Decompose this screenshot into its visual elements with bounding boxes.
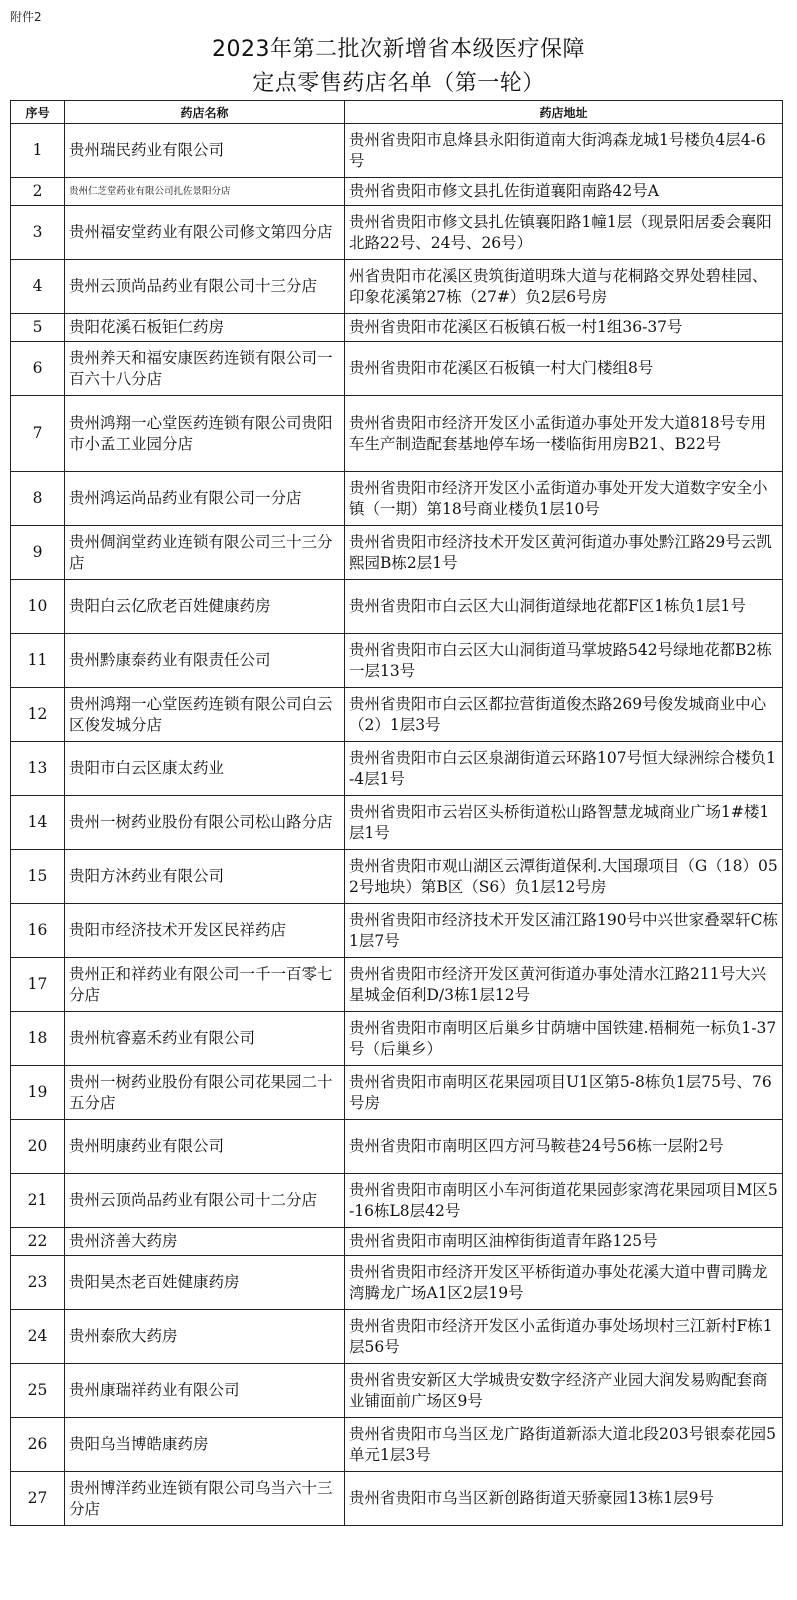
row-no: 7 xyxy=(11,396,65,472)
pharmacy-name: 贵州黔康泰药业有限责任公司 xyxy=(65,634,345,688)
pharmacy-name: 贵州博洋药业连锁有限公司乌当六十三分店 xyxy=(65,1472,345,1526)
pharmacy-name: 贵阳乌当博皓康药房 xyxy=(65,1418,345,1472)
pharmacy-name: 贵州鸿运尚品药业有限公司一分店 xyxy=(65,472,345,526)
table-row xyxy=(11,342,783,396)
table-row xyxy=(11,1418,783,1472)
attachment-label: 附件2 xyxy=(10,10,42,24)
row-no: 27 xyxy=(11,1472,65,1526)
pharmacy-name: 贵州康瑞祥药业有限公司 xyxy=(65,1364,345,1418)
table-row xyxy=(11,688,783,742)
pharmacy-address: 贵州省贵阳市经济技术开发区黄河街道办事处黔江路29号云凯熙园B栋2层1号 xyxy=(345,526,783,580)
table-row xyxy=(11,124,783,178)
pharmacy-address: 贵州省贵阳市云岩区头桥街道松山路智慧龙城商业广场1#楼1层1号 xyxy=(345,796,783,850)
table-row xyxy=(11,1012,783,1066)
table-row xyxy=(11,742,783,796)
row-no: 2 xyxy=(11,178,65,206)
table-row xyxy=(11,472,783,526)
pharmacy-address: 贵州省贵阳市乌当区龙广路街道新添大道北段203号银泰花园5单元1层3号 xyxy=(345,1418,783,1472)
document-title-line2: 定点零售药店名单（第一轮） xyxy=(252,71,545,96)
pharmacy-name: 贵州鸿翔一心堂医药连锁有限公司贵阳市小孟工业园分店 xyxy=(65,396,345,472)
row-no: 14 xyxy=(11,796,65,850)
table-row xyxy=(11,634,783,688)
pharmacy-address: 贵州省贵阳市白云区泉湖街道云环路107号恒大绿洲综合楼负1-4层1号 xyxy=(345,742,783,796)
header-no: 序号 xyxy=(11,101,65,124)
pharmacy-address: 贵州省贵阳市白云区大山洞街道绿地花都F区1栋负1层1号 xyxy=(345,580,783,634)
table-row xyxy=(11,1310,783,1364)
table-row xyxy=(11,314,783,342)
pharmacy-address: 贵州省贵阳市花溪区石板镇一村大门楼组8号 xyxy=(345,342,783,396)
pharmacy-address: 贵州省贵阳市白云区都拉营街道俊杰路269号俊发城商业中心（2）1层3号 xyxy=(345,688,783,742)
pharmacy-name: 贵阳方沐药业有限公司 xyxy=(65,850,345,904)
pharmacy-name: 贵州云顶尚品药业有限公司十三分店 xyxy=(65,260,345,314)
table-row xyxy=(11,1120,783,1174)
row-no: 19 xyxy=(11,1066,65,1120)
pharmacy-address: 贵州省贵阳市南明区小车河街道花果园彭家湾花果园项目M区5-16栋L8层42号 xyxy=(345,1174,783,1228)
row-no: 10 xyxy=(11,580,65,634)
pharmacy-address: 州省贵阳市花溪区贵筑街道明珠大道与花桐路交界处碧桂园、印象花溪第27栋（27#）负2层6号房 xyxy=(345,260,783,314)
pharmacy-name: 贵州瑞民药业有限公司 xyxy=(65,124,345,178)
table-row xyxy=(11,1174,783,1228)
header-address: 药店地址 xyxy=(345,101,783,124)
table-row xyxy=(11,1228,783,1256)
pharmacy-name: 贵阳白云亿欣老百姓健康药房 xyxy=(65,580,345,634)
pharmacy-name: 贵州养天和福安康医药连锁有限公司一百六十八分店 xyxy=(65,342,345,396)
table-row xyxy=(11,958,783,1012)
table-row xyxy=(11,580,783,634)
pharmacy-address: 贵州省贵阳市乌当区新创路街道天骄豪园13栋1层9号 xyxy=(345,1472,783,1526)
pharmacy-address: 贵州省贵阳市经济开发区黄河街道办事处清水江路211号大兴星城金佰利D/3栋1层12号 xyxy=(345,958,783,1012)
pharmacy-address: 贵州省贵阳市经济开发区小孟街道办事处开发大道数字安全小镇（一期）第18号商业楼负1层10号 xyxy=(345,472,783,526)
pharmacy-address: 贵州省贵阳市南明区后巢乡甘荫塘中国铁建.梧桐苑一标负1-37号（后巢乡） xyxy=(345,1012,783,1066)
pharmacy-name: 贵州正和祥药业有限公司一千一百零七分店 xyxy=(65,958,345,1012)
row-no: 17 xyxy=(11,958,65,1012)
pharmacy-name: 贵阳昊杰老百姓健康药房 xyxy=(65,1256,345,1310)
row-no: 9 xyxy=(11,526,65,580)
pharmacy-name: 贵州明康药业有限公司 xyxy=(65,1120,345,1174)
pharmacy-address: 贵州省贵阳市观山湖区云潭街道保利.大国璟项目（G（18）052号地块）第B区（S6）负1层12号房 xyxy=(345,850,783,904)
table-row xyxy=(11,1364,783,1418)
pharmacy-address: 贵州省贵阳市修文县扎佐镇襄阳路1幢1层（现景阳居委会襄阳北路22号、24号、26号） xyxy=(345,206,783,260)
row-no: 12 xyxy=(11,688,65,742)
table-row xyxy=(11,1472,783,1526)
table-row xyxy=(11,206,783,260)
row-no: 4 xyxy=(11,260,65,314)
table-row xyxy=(11,526,783,580)
table-row xyxy=(11,1256,783,1310)
pharmacy-name: 贵阳市经济技术开发区民祥药店 xyxy=(65,904,345,958)
row-no: 5 xyxy=(11,314,65,342)
document-title-line1: 2023年第二批次新增省本级医疗保障 xyxy=(212,37,585,62)
pharmacy-address: 贵州省贵阳市经济开发区小孟街道办事处开发大道818号专用车生产制造配套基地停车场一楼临街用房B21、B22号 xyxy=(345,396,783,472)
pharmacy-name: 贵州仁芝堂药业有限公司扎佐景阳分店 xyxy=(65,178,345,206)
table-row xyxy=(11,1066,783,1120)
row-no: 21 xyxy=(11,1174,65,1228)
pharmacy-name: 贵州杭睿嘉禾药业有限公司 xyxy=(65,1012,345,1066)
table-row xyxy=(11,260,783,314)
pharmacy-address: 贵州省贵阳市南明区四方河马鞍巷24号56栋一层附2号 xyxy=(345,1120,783,1174)
row-no: 24 xyxy=(11,1310,65,1364)
pharmacy-name: 贵州济善大药房 xyxy=(65,1228,345,1256)
row-no: 22 xyxy=(11,1228,65,1256)
table-row xyxy=(11,178,783,206)
pharmacy-name: 贵州云顶尚品药业有限公司十二分店 xyxy=(65,1174,345,1228)
pharmacy-address: 贵州省贵阳市息烽县永阳街道南大街鸿森龙城1号楼负4层4-6号 xyxy=(345,124,783,178)
row-no: 23 xyxy=(11,1256,65,1310)
pharmacy-address: 贵州省贵阳市南明区油榨街街道青年路125号 xyxy=(345,1228,783,1256)
row-no: 20 xyxy=(11,1120,65,1174)
table-row xyxy=(11,904,783,958)
table-row xyxy=(11,796,783,850)
pharmacy-name: 贵阳市白云区康太药业 xyxy=(65,742,345,796)
pharmacy-name: 贵州泰欣大药房 xyxy=(65,1310,345,1364)
row-no: 1 xyxy=(11,124,65,178)
pharmacy-table xyxy=(10,100,783,1526)
pharmacy-address: 贵州省贵阳市经济开发区平桥街道办事处花溪大道中曹司腾龙湾腾龙广场A1区2层19号 xyxy=(345,1256,783,1310)
pharmacy-address: 贵州省贵阳市白云区大山洞街道马掌坡路542号绿地花都B2栋一层13号 xyxy=(345,634,783,688)
row-no: 13 xyxy=(11,742,65,796)
row-no: 16 xyxy=(11,904,65,958)
row-no: 3 xyxy=(11,206,65,260)
row-no: 6 xyxy=(11,342,65,396)
row-no: 15 xyxy=(11,850,65,904)
pharmacy-name: 贵州一树药业股份有限公司松山路分店 xyxy=(65,796,345,850)
table-row xyxy=(11,396,783,472)
pharmacy-address: 贵州省贵阳市修文县扎佐街道襄阳南路42号A xyxy=(345,178,783,206)
row-no: 18 xyxy=(11,1012,65,1066)
pharmacy-name: 贵阳花溪石板钜仁药房 xyxy=(65,314,345,342)
row-no: 25 xyxy=(11,1364,65,1418)
table-header-row xyxy=(11,101,783,124)
pharmacy-name: 贵州一树药业股份有限公司花果园二十五分店 xyxy=(65,1066,345,1120)
pharmacy-address: 贵州省贵阳市经济技术开发区浦江路190号中兴世家叠翠轩C栋1层7号 xyxy=(345,904,783,958)
row-no: 8 xyxy=(11,472,65,526)
row-no: 11 xyxy=(11,634,65,688)
table-row xyxy=(11,850,783,904)
pharmacy-address: 贵州省贵安新区大学城贵安数字经济产业园大润发易购配套商业铺面前广场区9号 xyxy=(345,1364,783,1418)
pharmacy-address: 贵州省贵阳市南明区花果园项目U1区第5-8栋负1层75号、76号房 xyxy=(345,1066,783,1120)
pharmacy-name: 贵州福安堂药业有限公司修文第四分店 xyxy=(65,206,345,260)
header-name: 药店名称 xyxy=(65,101,345,124)
pharmacy-name: 贵州倜润堂药业连锁有限公司三十三分店 xyxy=(65,526,345,580)
pharmacy-address: 贵州省贵阳市经济开发区小孟街道办事处场坝村三江新村F栋1层56号 xyxy=(345,1310,783,1364)
row-no: 26 xyxy=(11,1418,65,1472)
pharmacy-name: 贵州鸿翔一心堂医药连锁有限公司白云区俊发城分店 xyxy=(65,688,345,742)
pharmacy-address: 贵州省贵阳市花溪区石板镇石板一村1组36-37号 xyxy=(345,314,783,342)
